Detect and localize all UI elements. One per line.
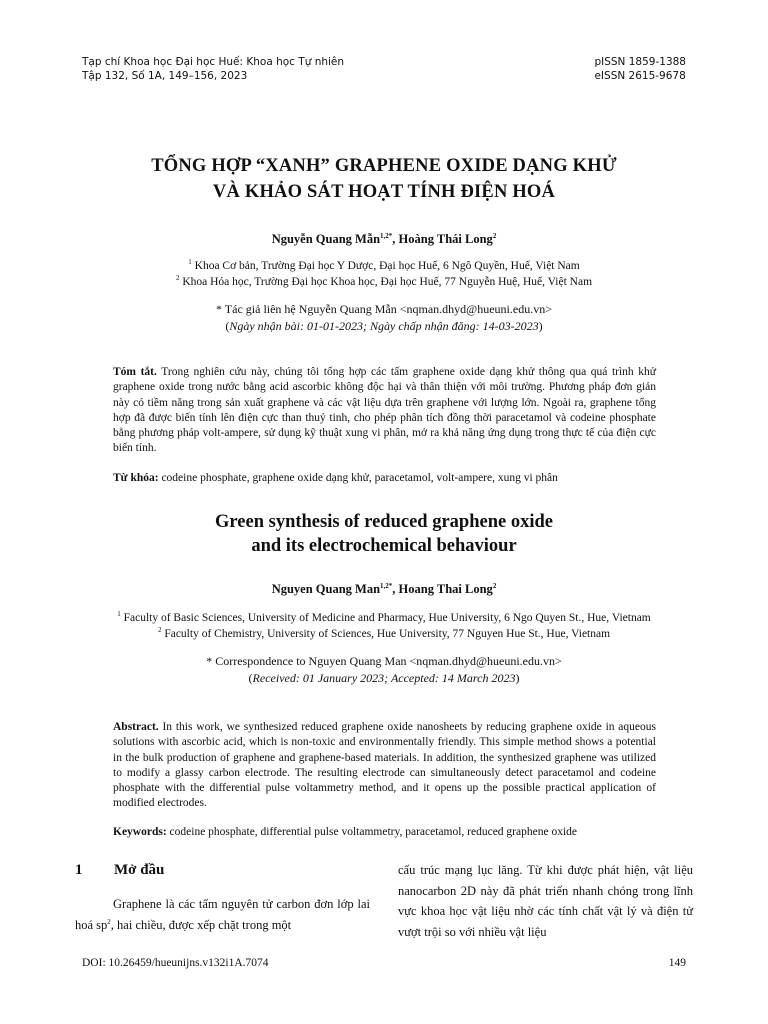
- en-abstract: [113, 720, 656, 812]
- vn-abstract-label: Tóm tắt.: [113, 366, 157, 378]
- vn-keywords: [113, 471, 663, 486]
- vn-dates-text: Ngày nhận bài: 01-01-2023; Ngày chấp nhận đăng: 14-03-2023: [229, 319, 539, 333]
- journal-name: Tạp chí Khoa học Đại học Huế: Khoa học Tự nhiên: [82, 56, 345, 68]
- body-left-sup: 2: [107, 917, 111, 926]
- en-affil2-sup: 2: [157, 626, 162, 635]
- pissn: pISSN 1859-1388: [594, 56, 686, 68]
- vn-author-sep: ,: [392, 232, 399, 246]
- vn-author-1: Nguyễn Quang Mẫn: [271, 232, 381, 246]
- vn-affiliation-1: [0, 258, 768, 274]
- en-keywords-label: Keywords:: [113, 826, 167, 838]
- vn-title-line2: VÀ KHẢO SÁT HOẠT TÍNH ĐIỆN HOÁ: [212, 182, 556, 202]
- doi: DOI: 10.26459/hueunijns.v132i1A.7074: [82, 957, 269, 969]
- vn-affiliation-2: [0, 274, 768, 290]
- vn-dates-open: (: [225, 319, 230, 333]
- en-author-1-sup: 1,2*: [380, 581, 393, 590]
- vn-author-2-sup: 2: [492, 231, 497, 240]
- en-author-2: Hoang Thai Long: [398, 582, 493, 596]
- vn-abstract-text: Trong nghiên cứu này, chúng tôi tổng hợp các tấm graphene oxide dạng khử thông qua quá trình khử graphene oxide trong nước bằng acid ascorbic không độc hại và thân thiện với môi trường. Phương pháp đơn giản này có tiềm năng trong sản xuất graphene và các vật liệu dựa trên graphene với lượng lớn. Ngoài ra, graphene tổng hợp đã được biến tính lên điện cực than thuỷ tinh, cho phép phân tích đồng thời paracetamol và codeine phosphate bằng phương pháp volt-ampere, sử dụng kỹ thuật xung vi phân, mở ra khả năng ứng dụng trong thực tế của điện cực biến tính.: [113, 366, 656, 455]
- en-affil1-text: Faculty of Basic Sciences, University of Medicine and Pharmacy, Hue University, 6 Ngo Quyen St., Hue, Vietnam: [120, 612, 651, 624]
- vn-keywords-text: codeine phosphate, graphene oxide dạng khử, paracetamol, volt-ampere, xung vi phân: [158, 472, 558, 484]
- body-left-column: [75, 894, 370, 935]
- en-author-2-sup: 2: [492, 581, 497, 590]
- journal-volume: Tập 132, Số 1A, 149–156, 2023: [82, 70, 248, 82]
- vn-affiliations: [0, 258, 768, 290]
- vn-affil1-sup: 1: [188, 258, 192, 267]
- en-affiliation-1: [0, 610, 768, 626]
- vn-author-1-sup: 1,2*: [380, 231, 393, 240]
- eissn: eISSN 2615-9678: [594, 70, 686, 82]
- en-abstract-label: Abstract.: [113, 721, 159, 733]
- en-author-sep: ,: [392, 582, 399, 596]
- en-dates-close: ): [515, 671, 520, 685]
- vn-authors: [0, 232, 768, 247]
- en-title: [0, 510, 768, 558]
- en-dates-open: (: [248, 671, 253, 685]
- vn-dates-close: ): [538, 319, 543, 333]
- journal-header: [82, 55, 344, 83]
- en-authors: [0, 582, 768, 597]
- en-author-1: Nguyen Quang Man: [271, 582, 381, 596]
- en-affiliation-2: [0, 626, 768, 642]
- vn-title-line1: TỔNG HỢP “XANH” GRAPHENE OXIDE DẠNG KHỬ: [151, 156, 617, 176]
- en-affil2-text: Faculty of Chemistry, University of Sciences, Hue University, 77 Nguyen Hue St., Hue, Vietnam: [161, 628, 611, 640]
- vn-affil2-text: Khoa Hóa học, Trường Đại học Khoa học, Đại học Huế, 77 Nguyễn Huệ, Huế, Việt Nam: [179, 276, 593, 288]
- page-number: 149: [668, 957, 686, 969]
- en-corresponding-author: * Correspondence to Nguyen Quang Man <nqman.dhyd@hueuni.edu.vn>: [206, 654, 562, 668]
- en-dates: [0, 670, 768, 687]
- body-right-column: cấu trúc mạng lục lăng. Từ khi được phát hiện, vật liệu nanocarbon 2D này đã phát triển nhanh chóng trong lĩnh vực khoa học vật liệu nhờ các tính chất vật lý và điện tử vượt trội so với nhiều vật liệu: [398, 863, 693, 939]
- vn-affil2-sup: 2: [175, 274, 180, 283]
- en-abstract-text: In this work, we synthesized reduced graphene oxide nanosheets by reducing graphene oxide in aqueous solutions with ascorbic acid, which is non-toxic and environmentally friendly. This simple method shows a potential in the bulk production of graphene and graphene-based materials. In addition, the synthesized graphene was utilized to modify a glassy carbon electrode. The resulting electrode can simultaneously detect paracetamol and codeine phosphate with the differential pulse voltammetry method, and it opens up the possible practical application of modified electrodes.: [113, 721, 656, 810]
- body-left-text-2: , hai chiều, được xếp chặt trong một: [110, 917, 292, 932]
- en-keywords: [113, 825, 663, 840]
- vn-dates: [0, 318, 768, 335]
- en-title-line1: Green synthesis of reduced graphene oxide: [215, 512, 553, 532]
- en-keywords-text: codeine phosphate, differential pulse voltammetry, paracetamol, reduced graphene oxide: [166, 826, 577, 838]
- en-correspondence: [0, 653, 768, 687]
- en-affiliations: [0, 610, 768, 642]
- vn-affil1-text: Khoa Cơ bản, Trường Đại học Y Dược, Đại học Huế, 6 Ngô Quyền, Huế, Việt Nam: [191, 260, 580, 272]
- en-affil1-sup: 1: [117, 610, 121, 619]
- vn-title: [0, 153, 768, 205]
- en-dates-text: Received: 01 January 2023; Accepted: 14 March 2023: [252, 671, 516, 685]
- section-title: Mở đầu: [114, 862, 165, 878]
- vn-author-2: Hoàng Thái Long: [398, 232, 493, 246]
- issn-block: [594, 55, 686, 83]
- body-left-text-1: Graphene là các tấm nguyên tử carbon đơn lớp lai hoá sp: [75, 897, 370, 932]
- en-title-line2: and its electrochemical behaviour: [251, 536, 517, 556]
- vn-keywords-label: Từ khóa:: [113, 472, 159, 484]
- section-number: 1: [75, 862, 83, 878]
- vn-abstract: [113, 365, 656, 457]
- vn-correspondence: [0, 301, 768, 335]
- vn-corresponding-author: * Tác giả liên hệ Nguyễn Quang Mẫn <nqman.dhyd@hueuni.edu.vn>: [216, 302, 552, 316]
